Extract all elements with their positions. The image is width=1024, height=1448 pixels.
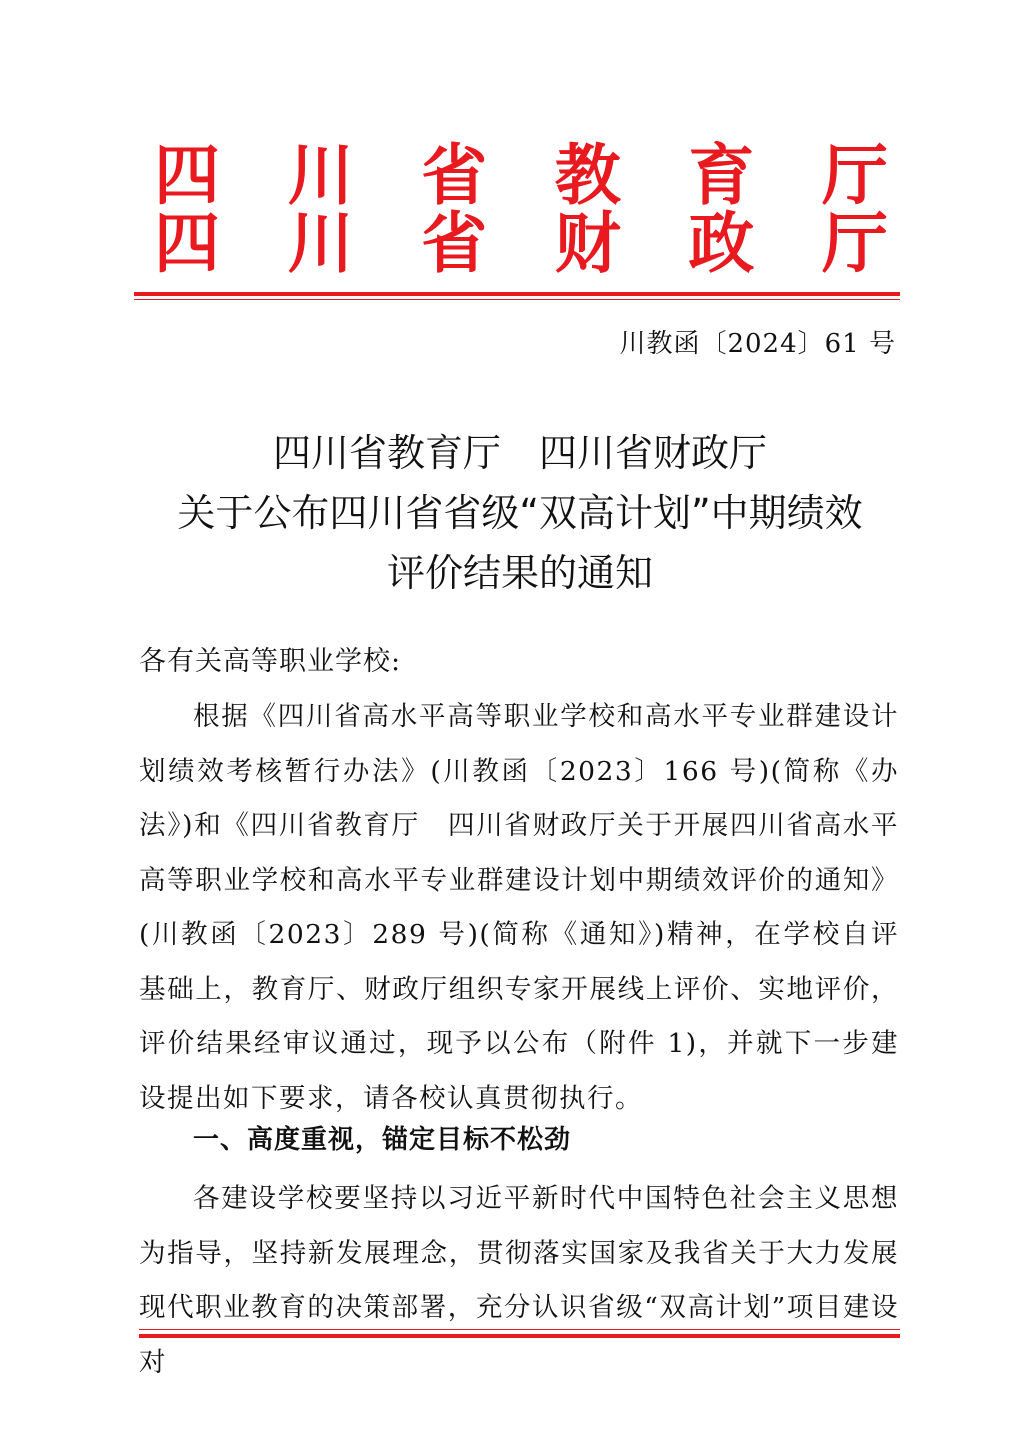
masthead-char: 川 — [287, 205, 354, 282]
masthead-line-education — [150, 139, 892, 213]
red-rule-bottom — [139, 1334, 900, 1338]
masthead-char: 川 — [287, 137, 354, 214]
document-number: 川教函〔2024〕61 号 — [619, 329, 896, 359]
masthead-line-finance — [150, 207, 892, 281]
masthead-char: 教 — [554, 137, 621, 214]
masthead-char: 省 — [421, 137, 488, 214]
title-line-2: 关于公布四川省省级“双高计划”中期绩效 — [177, 491, 863, 535]
title-line-3: 评价结果的通知 — [386, 551, 653, 595]
masthead-char: 省 — [421, 205, 488, 282]
red-rule-bottom-thin — [139, 1329, 900, 1330]
body-paragraph-1: 根据《四川省高水平高等职业学校和高水平专业群建设计划绩效考核暂行办法》(川教函〔2023〕166 号)(简称《办法》)和《四川省教育厅 四川省财政厅关于开展四川省高水平高等职业学校和高水平专业群建设计划中期绩效评价的通知》(川教函〔2023〕289 号)(简称《通知》)精神，在学校自评基础上，教育厅、财政厅组织专家开展线上评价、实地评价，评价结果经审议通过，现予以公布（附件 1)，并就下一步建设提出如下要求，请各校认真贯彻执行。 — [139, 701, 899, 1114]
salutation: 各有关高等职业学校: — [139, 646, 402, 677]
masthead-char: 政 — [688, 205, 755, 282]
red-rule-top — [134, 292, 900, 296]
masthead-char: 财 — [554, 205, 621, 282]
masthead-char: 四 — [154, 205, 220, 282]
red-rule-top-thin — [134, 299, 900, 300]
masthead-char: 育 — [688, 137, 755, 214]
masthead-char: 厅 — [821, 205, 888, 282]
masthead-char: 厅 — [821, 137, 888, 214]
section-heading-1: 一、高度重视，锚定目标不松劲 — [193, 1125, 572, 1155]
title-line-1: 四川省教育厅 四川省财政厅 — [272, 431, 767, 475]
masthead-char: 四 — [154, 137, 220, 214]
body-paragraph-2: 各建设学校要坚持以习近平新时代中国特色社会主义思想为指导，坚持新发展理念，贯彻落实国家及我省关于大力发展现代职业教育的决策部署，充分认识省级“双高计划”项目建设对 — [139, 1183, 899, 1378]
